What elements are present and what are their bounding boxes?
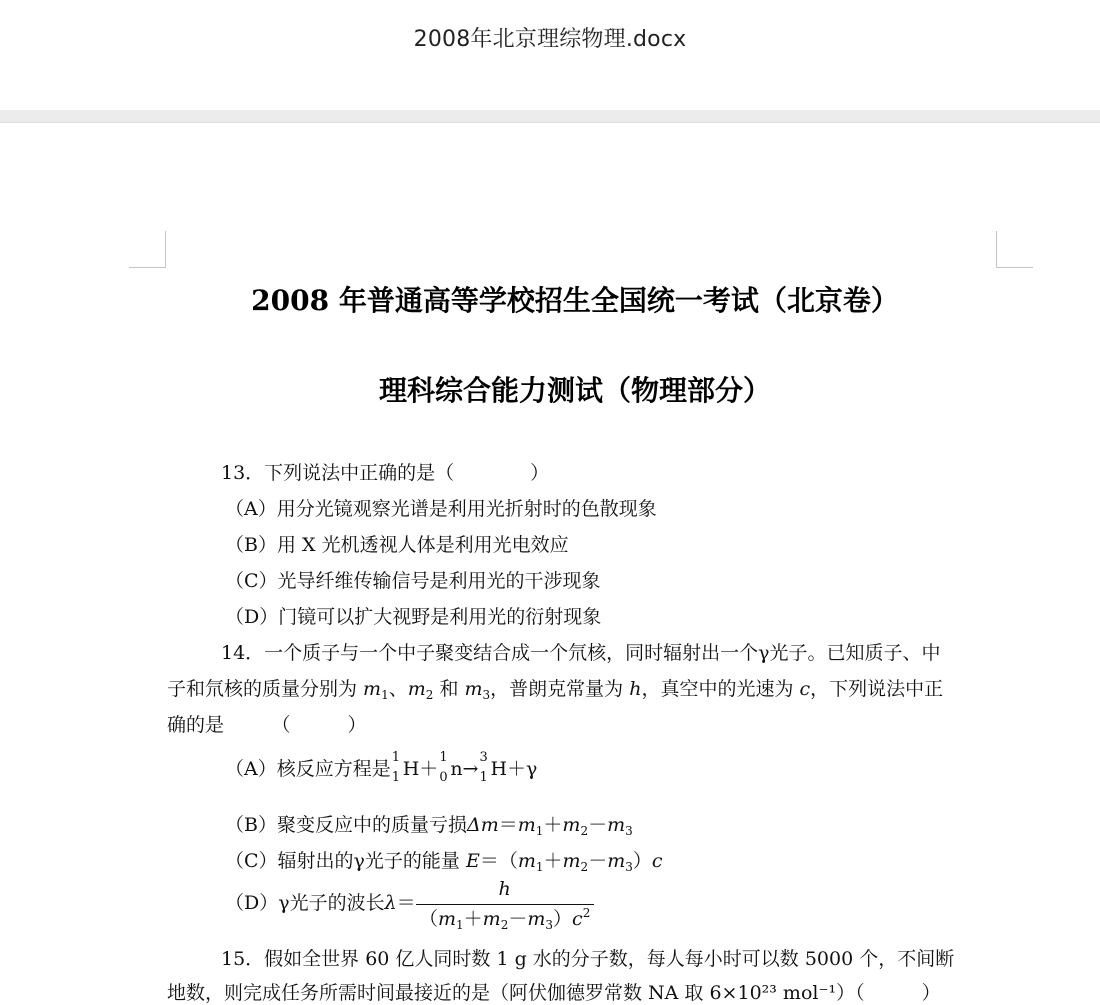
q15-stem-line2: 地数，则完成任务所需时间最接近的是（阿伏伽德罗常数 NA 取 6×10²³ mol⁻¹）（ ） bbox=[167, 982, 941, 1004]
q14-option-c: （C）辐射出的γ光子的能量 $E=(m_1+m_2-m_3)c$ bbox=[225, 850, 663, 874]
nuclide-neutron: 1 0 bbox=[439, 750, 448, 785]
exam-title: 2008 年普通高等学校招生全国统一考试（北京卷） bbox=[251, 284, 899, 317]
nuclide-product: 3 1 bbox=[479, 750, 488, 785]
q14-stem-line1: 14．一个质子与一个中子聚变结合成一个氘核，同时辐射出一个γ光子。已知质子、中 bbox=[221, 642, 941, 664]
q13-option-a: （A）用分光镜观察光谱是利用光折射时的色散现象 bbox=[225, 498, 657, 520]
q14-option-d: （D）γ光子的波长λ＝ $\frac{h}{(m_1+m_2-m_3)c^2}$ bbox=[225, 891, 594, 915]
q15-stem-line1: 15．假如全世界 60 亿人同时数 1 g 水的分子数，每人每小时可以数 5000 个，不间断 bbox=[221, 948, 955, 970]
q14-stem-line3: 确的是 （ ） bbox=[167, 714, 367, 736]
title-bar bbox=[0, 0, 1100, 110]
document-page[interactable] bbox=[0, 123, 1100, 1004]
q13-option-b: （B）用 X 光机透视人体是利用光电效应 bbox=[225, 534, 569, 556]
nuclide-proton: 1 1 bbox=[391, 750, 401, 785]
q13-option-c: （C）光导纤维传输信号是利用光的干涉现象 bbox=[225, 570, 601, 592]
q13-stem: 13．下列说法中正确的是（ ） bbox=[221, 462, 550, 484]
q14-stem-line2: 子和氘核的质量分别为 $m_1$、$m_2$ 和 $m_3$，普朗克常量为 h，真空中的光速为 c，下列说法中正 bbox=[167, 678, 944, 702]
document-name: 2008年北京理综物理.docx bbox=[413, 27, 687, 52]
q13-option-d: （D）门镜可以扩大视野是利用光的衍射现象 bbox=[225, 606, 602, 628]
page-gap bbox=[0, 110, 1100, 123]
margin-corner-top-right bbox=[996, 231, 1033, 268]
exam-subtitle: 理科综合能力测试（物理部分） bbox=[378, 374, 771, 407]
q14-option-a: （A）核反应方程是 1 1 H＋ 1 0 n→ 3 1 H＋γ bbox=[225, 750, 538, 785]
wavelength-fraction: $\frac{h}{(m_1+m_2-m_3)c^2}$ bbox=[416, 891, 594, 915]
q14-option-b: （B）聚变反应中的质量亏损$\Delta m=m_1+m_2-m_3$ bbox=[225, 814, 633, 838]
margin-corner-top-left bbox=[129, 231, 166, 268]
